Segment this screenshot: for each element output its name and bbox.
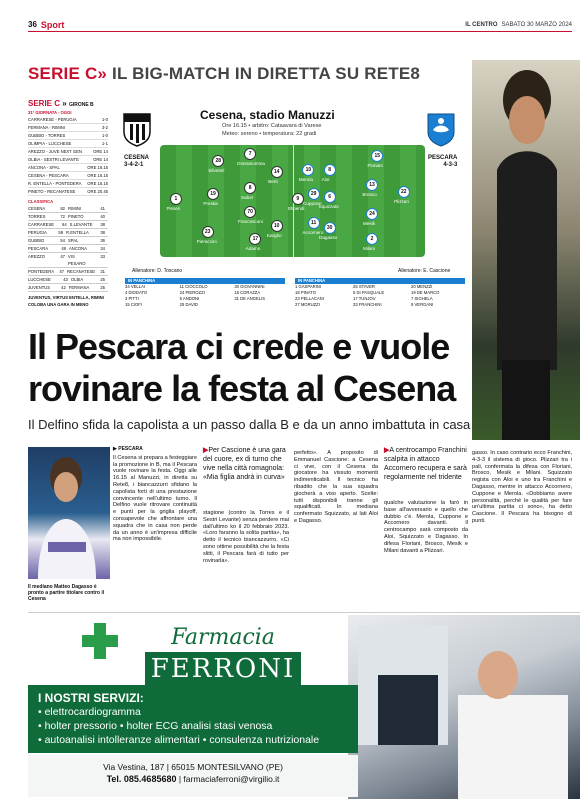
classifica-row bbox=[28, 221, 108, 229]
classifica-row bbox=[28, 205, 108, 213]
fixture-teams: FERMANA - RIMINI bbox=[28, 125, 65, 130]
match-info-line1: Ore 16.15 • arbitro: Cataavara di Varese bbox=[222, 123, 322, 129]
home-player-name: Berti bbox=[268, 178, 278, 184]
home-player-name: Silvestri bbox=[208, 167, 225, 173]
fixture-teams: AREZZO - JUVE NEXT GEN bbox=[28, 149, 82, 154]
fixture-teams: OLIMPIA - LUCCHESE bbox=[28, 141, 72, 146]
team-points: 38 bbox=[100, 222, 106, 227]
bench-player: 3 PITTI bbox=[125, 296, 139, 301]
home-player-number: 9 bbox=[292, 193, 304, 205]
team-name: S.LEVANTE bbox=[69, 222, 93, 227]
away-player-number: 22 bbox=[398, 186, 410, 198]
home-player-name: Adamo bbox=[245, 246, 261, 252]
team-name: R.ENTELLA bbox=[66, 230, 89, 235]
bench-player: 4 DIODATO bbox=[125, 290, 148, 295]
section-name: Sport bbox=[40, 19, 65, 30]
away-player-number: 24 bbox=[366, 208, 378, 220]
fixture-row bbox=[28, 132, 108, 140]
coach-photo bbox=[472, 60, 580, 440]
classifica-table bbox=[28, 205, 108, 292]
pull2-text: A centrocampo Franchini scalpita in attacco Accornero recupera e sarà regolarmente nel tridente bbox=[384, 447, 467, 481]
home-player-name: Kargbo bbox=[266, 232, 282, 238]
home-player-number: 10 bbox=[271, 220, 283, 232]
ad-brand-name: FERRONI bbox=[145, 652, 302, 686]
bench-player: 34 VELLAI bbox=[125, 284, 146, 289]
team-points: 25 bbox=[100, 285, 105, 290]
home-player-number: 14 bbox=[271, 166, 283, 178]
fixture-result: 1-0 bbox=[101, 117, 108, 122]
home-player-number: 23 bbox=[202, 226, 214, 238]
bench-player: 19 DE MARCO bbox=[411, 290, 440, 295]
match-info bbox=[222, 122, 322, 138]
team-points: 47 bbox=[60, 254, 65, 259]
kicker-gray: IL BIG-MATCH IN DIRETTA SU RETE8 bbox=[112, 64, 421, 83]
fixture-result: ORE 20.45 bbox=[87, 189, 108, 194]
home-player-name: Pisseri bbox=[166, 205, 181, 211]
home-player-name: Pieraccini bbox=[196, 239, 217, 245]
pull1-text: Per Cascione è una gara del cuore, ex di turno che vive nella città romagnola: «Mia figlia andrà in curva» bbox=[203, 447, 286, 481]
pharmacy-ad bbox=[28, 612, 580, 798]
away-player-name: Mesik bbox=[363, 221, 375, 227]
pull-quote-2 bbox=[384, 446, 468, 482]
headline-line1: Il Pescara ci crede e vuole bbox=[28, 326, 450, 367]
page-number: 36 bbox=[28, 20, 37, 29]
away-player-number: 10 bbox=[302, 164, 314, 176]
cesena-crest-icon bbox=[122, 112, 152, 148]
fixture-result: ORE 16.15 bbox=[87, 165, 108, 170]
team-name: LUCCHESE bbox=[28, 277, 51, 282]
bench-player: 1 GASPARINI bbox=[295, 284, 321, 289]
team-points: 43 bbox=[63, 277, 68, 282]
team-name: PERUGIA bbox=[28, 230, 47, 235]
away-player-name: Plizzari bbox=[394, 199, 409, 205]
team-points: 40 bbox=[100, 214, 105, 219]
home-bench bbox=[125, 278, 285, 313]
bench-player: 24 PIEROZZI bbox=[179, 290, 205, 295]
ad-phone: Tel. 085.4685680 bbox=[106, 774, 177, 784]
away-player-name: Floriani bbox=[367, 163, 383, 169]
article-col-3: perfetto». A proposito di Emmanuel Cascione: a Cesena ci vive, con il Cesena da giocatore ha vissuto momenti indimenticabili. Il tecnico ha ribadito che la sua squadra giocherà a viso aperto. Scelte: tutti disponibili tranne gli squalificati. In mediana confermato Squizzato, ai lati Aloi e Dagasso. bbox=[294, 450, 378, 524]
fixture-result: ORE 14 bbox=[93, 157, 108, 162]
page-header bbox=[28, 18, 572, 32]
kicker-sep: » bbox=[97, 64, 108, 83]
bench-player: 27 MORUZZI bbox=[295, 302, 320, 307]
team-points: 47 bbox=[59, 269, 64, 274]
team-points: 38 bbox=[100, 230, 106, 235]
fixture-row bbox=[28, 164, 108, 172]
fixture-row bbox=[28, 116, 108, 124]
away-player-name: Brosco bbox=[362, 192, 377, 198]
team-points: 36 bbox=[100, 238, 105, 243]
home-name: CESENA bbox=[124, 155, 150, 161]
fixture-result: 3-2 bbox=[101, 125, 108, 130]
classifica-row bbox=[28, 213, 108, 221]
match-title: Cesena, stadio Manuzzi bbox=[200, 108, 335, 122]
bench-player bbox=[234, 302, 285, 308]
article-col-5: gasso. In caso contrario ecco Franchini, 4-3-3 il sistema di gioco. Plizzari tra i pali, confermata la difesa con Floriani, Brosco, Mesik e Milani. Squizzato regista con Aloi e uno tra Franchini e Dagasso, mentre in attacco Accornero, Cuppone e Merola. «Dobbiamo avere personalità, perché le qualità per fare un'ultima partita ci sono», ha detto Cascione. Il Pescara ha bisogno di punti. bbox=[472, 450, 572, 524]
home-player-number: 7 bbox=[244, 148, 256, 160]
away-player-number: 6 bbox=[324, 191, 336, 203]
away-player-number: 29 bbox=[308, 188, 320, 200]
team-name: FERMANA bbox=[68, 285, 90, 290]
away-player-number: 13 bbox=[366, 179, 378, 191]
fixture-row bbox=[28, 124, 108, 132]
home-coach: Allenatore: D. Toscano bbox=[132, 268, 183, 274]
team-name: CESENA bbox=[28, 206, 46, 211]
bench-player: 25 DAVID bbox=[179, 302, 198, 307]
fixture-result: ORE 14 bbox=[93, 149, 108, 154]
team-points: 82 bbox=[60, 206, 65, 211]
away-bench-list bbox=[295, 284, 465, 308]
bench-player: 11 CIOCCOLO bbox=[179, 284, 208, 289]
team-name: PESCARA bbox=[28, 246, 49, 251]
classifica-row bbox=[28, 253, 108, 268]
away-player-number: 8 bbox=[324, 164, 336, 176]
home-player-number: 70 bbox=[244, 206, 256, 218]
fixture-row bbox=[28, 188, 108, 196]
subheadline: Il Delfino sfida la capolista a un passo dalla B e da un anno imbattuta in casa bbox=[28, 417, 471, 432]
classifica-row bbox=[28, 229, 108, 237]
bench-player: 31 DE ANGELIS bbox=[234, 296, 266, 301]
match-info-line2: Meteo: sereno • temperatura: 22 gradi bbox=[222, 131, 317, 137]
col1-text: Il Cesena si prepara a festeggiare la promozione in B, ma il Pescara vuole rovinare la festa. Oggi alle 16.15 al Manuzzi, in diretta su Rete8, i biancazzurri sfidano la capolista forti di una prestazione convincente nell'ultimo turno. Il Delfino vuole ritrovare continuità e punti per la griglia playoff, consapevole che affrontare una squadra che in casa non perde da un anno è un'impresa difficile ma non impossibile. bbox=[113, 454, 197, 543]
standings-note: JUVENTUS, VIRTUS ENTELLA, RIMINI COLOBA UNA GARA IN MENO bbox=[28, 295, 104, 307]
team-name: PONTEDERA bbox=[28, 269, 55, 274]
byline: ▶ PESCARA bbox=[113, 446, 143, 452]
issue-date: SABATO 30 MARZO 2024 bbox=[501, 21, 572, 28]
home-player-name: Saber bbox=[241, 194, 254, 200]
classifica-row bbox=[28, 268, 108, 276]
pitch bbox=[160, 145, 425, 257]
home-player-number: 19 bbox=[207, 188, 219, 200]
home-player-name: Shpendi bbox=[287, 205, 305, 211]
fixture-teams: ANCONA - SPAL bbox=[28, 165, 60, 170]
team-points: 58 bbox=[58, 230, 64, 235]
bench-player: 9 VERGANI bbox=[411, 302, 434, 307]
bench-player: 30 GIOVANNINI bbox=[234, 284, 265, 289]
team-points: 31 bbox=[100, 269, 106, 274]
pull-quote-1 bbox=[203, 446, 289, 482]
fixture-result: 1-1 bbox=[101, 141, 108, 146]
away-player-number: 2 bbox=[366, 233, 378, 245]
team-name: PINETO bbox=[68, 214, 84, 219]
fixture-teams: R. ENTELLA - PONTEDERA bbox=[28, 181, 82, 186]
team-name: TORRES bbox=[28, 214, 46, 219]
away-player-number: 30 bbox=[324, 222, 336, 234]
team-points: 48 bbox=[61, 246, 67, 251]
kicker-red: SERIE C bbox=[28, 64, 98, 83]
away-formation: 4-3-3 bbox=[443, 162, 458, 168]
team-points: 54 bbox=[60, 238, 65, 243]
away-player-name: Merola bbox=[298, 176, 313, 182]
pharmacist-photo bbox=[348, 615, 580, 799]
away-player-name: Cuppone bbox=[303, 201, 322, 207]
fixture-row bbox=[28, 172, 108, 180]
pharmacy-cross-icon bbox=[80, 621, 120, 666]
home-player-number: 17 bbox=[249, 233, 261, 245]
away-player-name: Accornero bbox=[302, 230, 324, 236]
fixture-teams: GUBBIO - TORRES bbox=[28, 133, 66, 138]
service-line-3: • autoanalisi intolleranze alimentari • consulenza nutrizionale bbox=[38, 734, 320, 746]
bench-player: 18 CORAZZA bbox=[234, 290, 261, 295]
ad-address: Via Vestina, 187 | 65015 MONTESILVANO (PE) bbox=[103, 762, 283, 772]
team-name: CARRARESE bbox=[28, 222, 55, 227]
player-photo bbox=[28, 447, 110, 579]
team-name: SPAL bbox=[68, 238, 79, 243]
home-player-number: 28 bbox=[212, 155, 224, 167]
fixture-teams: CARRARESE - PERUGIA bbox=[28, 117, 77, 122]
fixture-row bbox=[28, 180, 108, 188]
team-name: GUBBIO bbox=[28, 238, 45, 243]
fixtures-list bbox=[28, 116, 108, 196]
fixture-result: ORE 16.15 bbox=[87, 181, 108, 186]
classifica-row bbox=[28, 284, 108, 292]
classifica-row bbox=[28, 245, 108, 253]
fixture-row bbox=[28, 140, 108, 148]
league-name: SERIE C bbox=[28, 99, 61, 108]
fixture-row bbox=[28, 156, 108, 164]
kicker-headline bbox=[28, 64, 420, 84]
bench-player: 17 TUNJOV bbox=[353, 296, 376, 301]
team-name: VIS PESARO bbox=[68, 254, 86, 266]
fixture-teams: CESENA - PESCARA bbox=[28, 173, 69, 178]
away-player-name: Aloi bbox=[321, 176, 330, 182]
classifica-row bbox=[28, 237, 108, 245]
masthead bbox=[465, 22, 572, 28]
bench-player: 33 FRANCHINI bbox=[353, 302, 382, 307]
team-points: 25 bbox=[100, 277, 105, 282]
group-sep: » bbox=[62, 99, 67, 108]
away-player-number: 15 bbox=[371, 150, 383, 162]
bench-player: 15 CIOFI bbox=[125, 302, 142, 307]
bench-player: 18 PINATO bbox=[295, 290, 317, 295]
away-bench bbox=[295, 278, 465, 313]
home-player-name: Prestia bbox=[203, 201, 218, 207]
team-points: 33 bbox=[100, 254, 105, 259]
team-name: ANCONA bbox=[69, 246, 87, 251]
article-col-4: qualche valutazione la farò in base all'avversario e quello che dubbio c'è. Merola, Cuppone e Accornero davanti. Il centrocampo sarà composto da Aloi, Squizzato e Dagasso. In difesa Floriani, Brosco, Mesik e Milani davanti a Plizzari. bbox=[384, 500, 468, 554]
round-label: 31ª GIORNATA - OGGI bbox=[28, 110, 72, 115]
bench-player: 20 MENZZI bbox=[411, 284, 433, 289]
home-formation-box bbox=[124, 155, 149, 169]
home-player-name: Donnarumma bbox=[237, 160, 265, 166]
fixture-teams: OLBIA - SESTRI LEVANTE bbox=[28, 157, 79, 162]
service-line-1: • elettrocardiogramma bbox=[38, 706, 141, 718]
team-name: RECANATESE bbox=[67, 269, 96, 274]
fixture-teams: PINETO - RECANATESE bbox=[28, 189, 76, 194]
away-player-name: Squizzato bbox=[318, 203, 339, 209]
team-points: 34 bbox=[100, 246, 106, 251]
standings-box bbox=[28, 100, 108, 308]
ad-contacts: Via Vestina, 187 | 65015 MONTESILVANO (PE) Tel. 085.4685680 | farmaciaferroni@virgilio.it bbox=[28, 755, 358, 797]
paper-name: IL CENTRO bbox=[465, 21, 498, 28]
team-name: JUVENTUS bbox=[28, 285, 51, 290]
services-title: I NOSTRI SERVIZI: bbox=[38, 691, 144, 705]
away-player-name: Dagasso bbox=[319, 234, 338, 240]
pescara-crest-icon bbox=[426, 112, 456, 148]
standings-title bbox=[28, 100, 108, 109]
away-player-name: Milani bbox=[363, 246, 375, 252]
article-col-2: stagione (contro la Torres e il Sestri Levante) senza perdere mai dall'ultimo ko il 20 febbraio 2023. «Loro faranno la solita partita», ha detto il tecnico biancazzurro. «Ci sono ottime possibilità che la festa slitti, il Pescara farà di tutto per rovinarla». bbox=[203, 510, 289, 564]
away-formation-box bbox=[428, 155, 457, 169]
bench-player: 7 SIGHELA bbox=[411, 296, 433, 301]
pull2-arrow-icon: ▶ bbox=[384, 447, 390, 454]
home-bench-list bbox=[125, 284, 285, 308]
team-points: 72 bbox=[60, 214, 65, 219]
away-coach: Allenatore: E. Cascione bbox=[398, 268, 451, 274]
fixture-row bbox=[28, 148, 108, 156]
team-points: 42 bbox=[61, 285, 66, 290]
away-bench-label: IN PANCHINA bbox=[295, 278, 465, 284]
away-name: PESCARA bbox=[428, 155, 458, 161]
ad-brand-top: Farmacia bbox=[171, 625, 275, 650]
bench-player: 5 DI PASQUALE bbox=[353, 290, 385, 295]
article-col-1 bbox=[113, 446, 197, 543]
home-player-number: 1 bbox=[170, 193, 182, 205]
home-player-number: 8 bbox=[244, 182, 256, 194]
team-points: 41 bbox=[100, 206, 105, 211]
classifica-title: CLASSIFICA bbox=[28, 199, 54, 204]
classifica-row bbox=[28, 276, 108, 284]
bench-player: 23 PELLACANI bbox=[295, 296, 324, 301]
team-name: AREZZO bbox=[28, 254, 45, 259]
group-name: GIRONE B bbox=[68, 102, 94, 108]
byline-text: PESCARA bbox=[118, 446, 143, 452]
headline-line2: rovinare la festa al Cesena bbox=[28, 368, 456, 409]
ad-services bbox=[28, 685, 358, 753]
away-player-number: 11 bbox=[308, 217, 320, 229]
fixture-result: 1-0 bbox=[101, 133, 108, 138]
bench-player: 25 STAVER bbox=[353, 284, 375, 289]
photo-caption: Il mediano Matteo Dagasso è pronto a partire titolare contro il Cesena bbox=[28, 584, 105, 602]
home-formation: 3-4-2-1 bbox=[124, 162, 144, 168]
pull-arrow-icon: ▶ bbox=[203, 447, 209, 454]
team-name: OLBIA bbox=[70, 277, 84, 282]
ad-email: farmaciaferroni@virgilio.it bbox=[183, 774, 280, 784]
home-bench-label: IN PANCHINA bbox=[125, 278, 285, 284]
fixture-result: ORE 16.15 bbox=[87, 173, 108, 178]
main-headline bbox=[28, 326, 455, 410]
team-points: 64 bbox=[62, 222, 67, 227]
home-player-name: Francesconi bbox=[237, 219, 263, 225]
service-line-2: • holter pressorio • holter ECG analisi stasi venosa bbox=[38, 720, 273, 732]
bench-player: 5 ANDONI bbox=[179, 296, 200, 301]
team-name: RIMINI bbox=[68, 206, 82, 211]
